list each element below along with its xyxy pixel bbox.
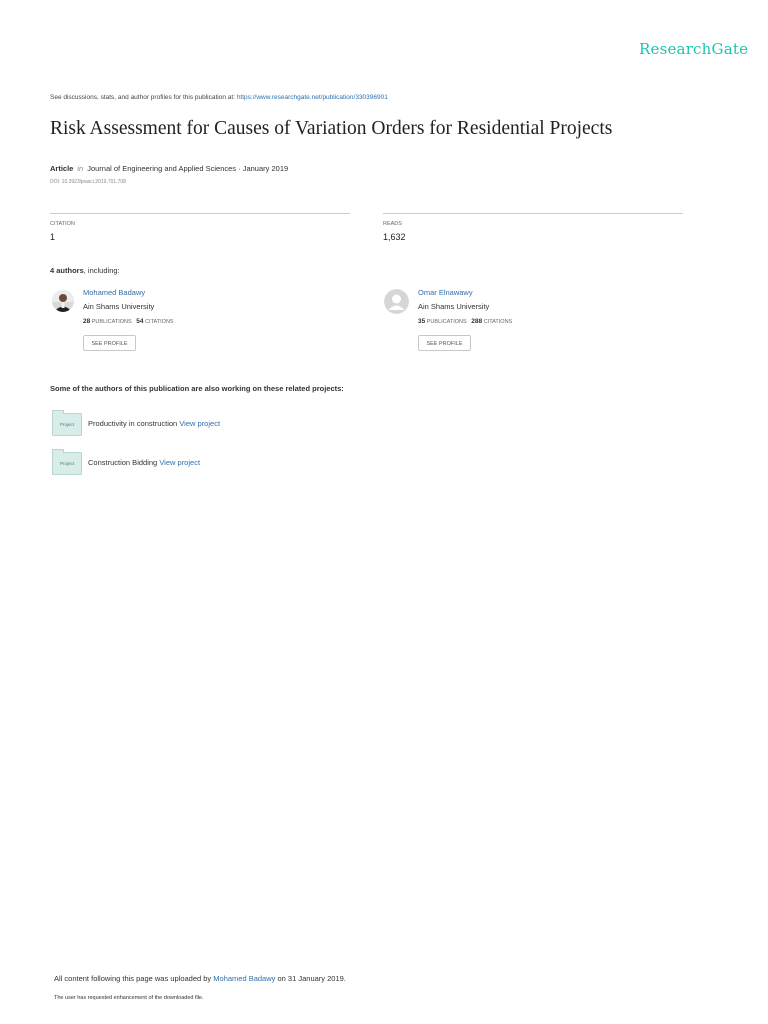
default-avatar-svg [384, 289, 409, 314]
upload-note [54, 974, 346, 983]
project-folder-label: Project [59, 461, 74, 466]
reads-label: READS [383, 221, 402, 227]
citations-label: CITATIONS [145, 319, 174, 325]
publication-type: Article [50, 164, 74, 173]
author-photo-icon [52, 290, 74, 312]
authors-suffix: , including: [83, 266, 120, 275]
publication-title: Risk Assessment for Causes of Variation Orders for Residential Projects [50, 118, 613, 139]
project-item [88, 458, 200, 467]
see-profile-button[interactable]: SEE PROFILE [418, 335, 471, 351]
journal-info: Journal of Engineering and Applied Sciences · January 2019 [87, 164, 289, 173]
discussion-line [50, 94, 388, 101]
view-project-link[interactable]: View project [179, 419, 221, 428]
publication-meta [50, 164, 288, 173]
author-stats [83, 318, 174, 325]
project-name: Construction Bidding [88, 458, 158, 467]
publications-count: 35 [418, 318, 426, 325]
uploader-link[interactable]: Mohamed Badawy [213, 974, 276, 983]
project-folder-icon [52, 452, 82, 475]
folder-tab [52, 410, 64, 414]
upload-suffix: on 31 January 2019. [277, 974, 346, 983]
citations-count: 288 [471, 318, 483, 325]
citations-count: 54 [136, 318, 144, 325]
view-project-link[interactable]: View project [159, 458, 201, 467]
citation-value: 1 [50, 232, 56, 242]
author-name-link[interactable]: Mohamed Badawy [83, 288, 146, 297]
publications-count: 28 [83, 318, 91, 325]
folder-tab [52, 449, 64, 453]
in-label: in [77, 164, 84, 173]
project-folder-icon [52, 413, 82, 436]
project-folder-label: Project [59, 422, 74, 427]
discussion-text: See discussions, stats, and author profiles for this publication at: [50, 94, 235, 101]
enhancement-note: The user has requested enhancement of the downloaded file. [54, 995, 204, 1001]
author-name-link[interactable]: Omar Elnawawy [418, 288, 473, 297]
default-avatar-icon[interactable] [384, 289, 409, 314]
author-affiliation: Ain Shams University [418, 302, 490, 311]
related-projects-heading: Some of the authors of this publication are also working on these related projects: [50, 384, 344, 393]
doi: DOI: 10.3923/jeasci.2019.701.708 [50, 179, 126, 185]
author-stats [418, 318, 512, 325]
see-profile-button[interactable]: SEE PROFILE [83, 335, 136, 351]
citation-label: CITATION [50, 221, 75, 227]
publications-label: PUBLICATIONS [91, 319, 132, 325]
publications-label: PUBLICATIONS [426, 319, 467, 325]
author-affiliation: Ain Shams University [83, 302, 155, 311]
authors-heading [50, 266, 120, 275]
citation-divider [50, 213, 350, 214]
project-name: Productivity in construction [88, 419, 178, 428]
project-item [88, 419, 220, 428]
reads-value: 1,632 [383, 232, 406, 242]
reads-divider [383, 213, 683, 214]
upload-prefix: All content following this page was uploaded by [54, 974, 212, 983]
researchgate-logo[interactable]: ResearchGate [639, 40, 749, 58]
publication-url-link[interactable]: https://www.researchgate.net/publication/330396901 [236, 94, 388, 101]
citations-label: CITATIONS [483, 319, 513, 325]
author-photo[interactable] [52, 290, 74, 312]
authors-count: 4 authors [50, 266, 84, 275]
